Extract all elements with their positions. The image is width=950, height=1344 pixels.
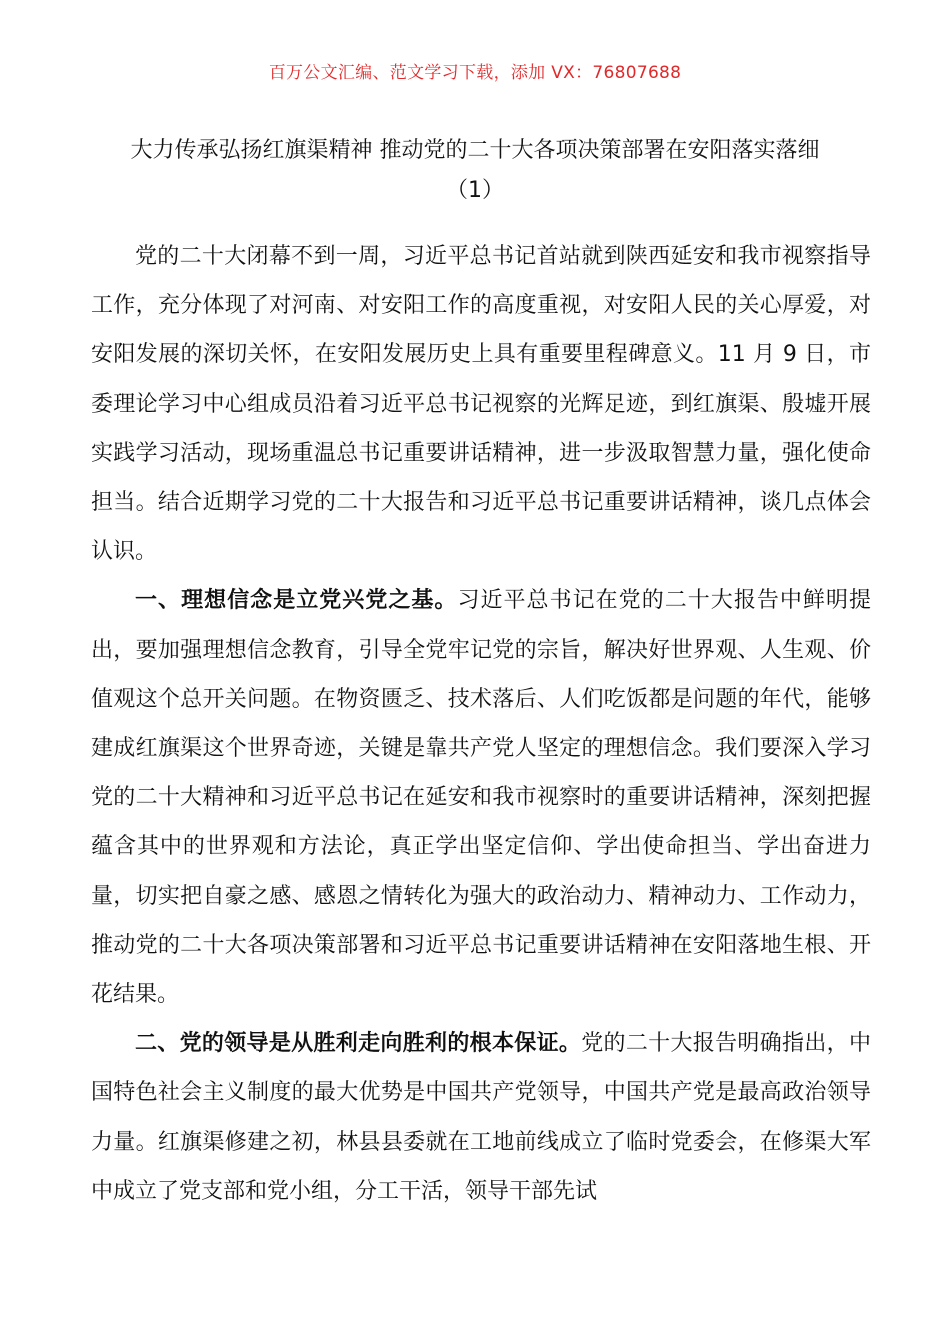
paragraph-text: 习近平总书记在党的二十大报告中鲜明提出，要加强理想信念教育，引导全党牢记党的宗旨，解决好世界观、人生观、价值观这个总开关问题。在物资匮乏、技术落后、人们吃饭都是问题的年代，能够建成红旗渠这个世界奇迹，关键是靠共产党人坚定的理想信念。我们要深入学习党的二十大精神和习近平总书记在延安和我市视察时的重要讲话精神，深刻把握蕴含其中的世界观和方法论，真正学出坚定信仰、学出使命担当、学出奋进力量，切实把自豪之感、感恩之情转化为强大的政治动力、精神动力、工作动力，推动党的二十大各项决策部署和习近平总书记重要讲话精神在安阳落地生根、开花结果。 <box>91 588 871 1008</box>
paragraph-intro <box>91 232 871 576</box>
document-title <box>60 131 890 211</box>
title-line-1: 大力传承弘扬红旗渠精神 推动党的二十大各项决策部署在安阳落实落细 <box>130 138 820 163</box>
title-line-2: （1） <box>446 178 504 203</box>
section-heading: 一、理想信念是立党兴党之基。 <box>135 588 458 614</box>
paragraph-text: 党的二十大闭幕不到一周，习近平总书记首站就到陕西延安和我市视察指导工作，充分体现了对河南、对安阳工作的高度重视，对安阳人民的关心厚爱，对安阳发展的深切关怀，在安阳发展历史上具有重要里程碑意义。11 月 9 日，市委理论学习中心组成员沿着习近平总书记视察的光辉足迹，到红旗渠、殷墟开展实践学习活动，现场重温总书记重要讲话精神，进一步汲取智慧力量，强化使命担当。结合近期学习党的二十大报告和习近平总书记重要讲话精神，谈几点体会认识。 <box>91 244 871 565</box>
paragraph-section-2 <box>91 1019 871 1216</box>
header-watermark-note: 百万公文汇编、范文学习下载，添加 VX：76807688 <box>268 63 682 83</box>
document-body <box>91 232 871 1216</box>
paragraph-section-1 <box>91 576 871 1019</box>
section-heading: 二、党的领导是从胜利走向胜利的根本保证。 <box>135 1031 582 1057</box>
paragraph-text: 党的二十大报告明确指出，中国特色社会主义制度的最大优势是中国共产党领导，中国共产党是最高政治领导力量。红旗渠修建之初，林县县委就在工地前线成立了临时党委会，在修渠大军中成立了党支部和党小组，分工干活，领导干部先试 <box>91 1031 871 1204</box>
